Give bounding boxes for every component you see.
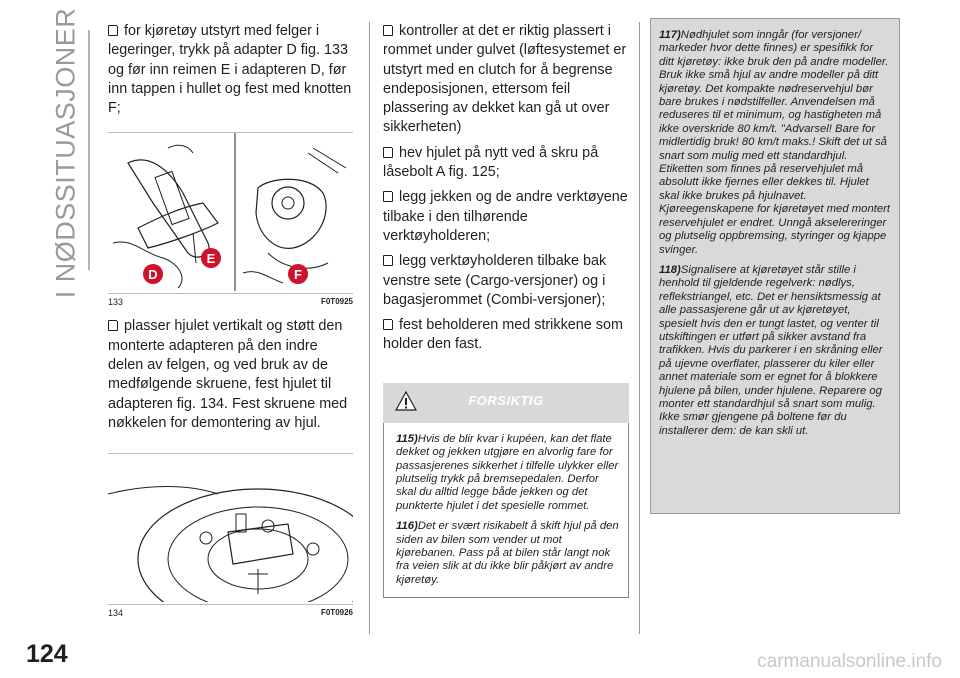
figure-label-d: D [148, 267, 158, 283]
watermark: carmanualsonline.info [757, 651, 942, 672]
checkbox-bullet-icon [108, 320, 118, 331]
checkbox-bullet-icon [383, 25, 393, 36]
figure-caption [108, 608, 353, 618]
warning-header [383, 383, 629, 423]
column-divider [369, 22, 370, 634]
figure-number: 134 [108, 608, 124, 619]
note-118: 118)Signalisere at kjøretøyet står stille i henhold til gjeldende regelverk: nødlys, reflekstriangel, etc. Det er hensiktsmessig at alle passasjerene går ut av kjøretøyet, spesielt hvis den er tungt lastet, og venter til utskiftingen er utført på sikker avstand fra trafikken. Hvis du parkerer i en skråning eller på ujevne overflater, plasserer du kiler eller annet materiale som er egnet for å blokkere hjulene på bilen, under hjulene. Reparere og monter ett standardhjul så snart som mulig. Ikke smør gjengene på boltene før du installerer dem: de kan skli ut. [659, 263, 883, 437]
instruction-bullet: plasser hjulet vertikalt og støtt den monterte adapteren på den indre delen av felgen, og ved bruk av de medfølgende skruene, fest hjulet til adapteren fig. 134. Fest skruene med nøkkelen for demontering av hjul. [108, 318, 348, 431]
chapter-side-title: I NØDSSITUASJONER [50, 7, 81, 298]
instruction-bullet: hev hjulet på nytt ved å skru på låsebolt A fig. 125; [383, 144, 599, 181]
checkbox-bullet-icon [383, 319, 393, 330]
figure-number: 133 [108, 297, 124, 308]
wheel-illustration [108, 454, 353, 602]
figure-label-e: E [206, 251, 216, 267]
note-117: 117)Nødhjulet som inngår (for versjoner/ markeder hvor dette finnes) er spesifikk for ditt kjøretøy: ikke bruk den på andre modeller. Bruk ikke små hjul av andre modeller på ditt kjøretøy. Det kompakte nødreservehjul bør bare brukes i nødstilfeller. Anvendelsen må reduseres til et minimum, og hastigheten må ikke overskride 80 km/t. "Advarsel! Bare for midlertidig bruk! 80 km/t maks.! Skift det ut så snart som mulig med ett standardhjul. Etiketten som finnes på reservehjulet må absolutt ikke fjernes eller dekkes til. Hjulet skal ikke brukes på hjulnavet. Kjøreegenskapene for kjøretøyet med montert reservehjulet er endret. Unngå akselereringer og plutselig oppbremsing, styringer og kjappe svinger. [659, 29, 891, 256]
figure-134 [108, 453, 353, 605]
warning-note: 115)Hvis de blir kvar i kupéen, kan det flate dekket og jekken utgjøre en alvorlig fare for passasjerenes sikkerhet i tilfelle ulykker eller plutselig trykk på bremsepedalen. Derfor skal du alltid legge både jekken og det punkterte hjulet i det spesielle rommet. [396, 432, 619, 512]
checkbox-bullet-icon [383, 255, 393, 266]
checkbox-bullet-icon [383, 191, 393, 202]
figure-label-f: F [294, 267, 302, 283]
instruction-bullet: for kjøretøy utstyrt med felger i legeringer, trykk på adapter D fig. 133 og før inn reimen E i adapteren D, før inn tappen i hullet og fest med knotten F; [108, 23, 352, 117]
page-number: 124 [26, 640, 68, 668]
adapter-illustration [108, 133, 353, 291]
figure-caption [108, 297, 353, 307]
warning-title: FORSIKTIG [468, 392, 544, 408]
checkbox-bullet-icon [108, 25, 118, 36]
instruction-bullet: legg verktøyholderen tilbake bak venstre sete (Cargo-versjoner) og i bagasjerommet (Combi-versjoner); [383, 253, 607, 308]
instruction-bullet: kontroller at det er riktig plassert i rommet under gulvet (løftesystemet er utstyrt med en clutch for å begrense endeposisjonen, ettersom feil plassering av dekket kan gå ut over sikkerheten) [383, 23, 627, 136]
column-3 [650, 18, 900, 514]
instruction-bullet: fest beholderen med strikkene som holder den fast. [383, 317, 623, 353]
warning-body [383, 423, 629, 598]
warning-note: 116)Det er svært risikabelt å skift hjul på den siden av bilen som vender ut mot kjørebanen. Pass på at bilen står langt nok fra veien slik at du ikke blir påkjørt av andre kjøretøy. [396, 520, 619, 586]
column-divider [639, 22, 640, 634]
figure-code: F0T0926 [320, 608, 353, 618]
figure-133 [108, 132, 353, 294]
instruction-bullet: legg jekken og de andre verktøyene tilbake i den tilhørende verktøyholderen; [383, 189, 628, 244]
column-1 [108, 22, 353, 618]
checkbox-bullet-icon [383, 147, 393, 158]
notes-box [650, 18, 900, 514]
figure-code: F0T0925 [320, 297, 353, 307]
chapter-side-bar [88, 30, 90, 270]
column-2 [383, 22, 629, 598]
